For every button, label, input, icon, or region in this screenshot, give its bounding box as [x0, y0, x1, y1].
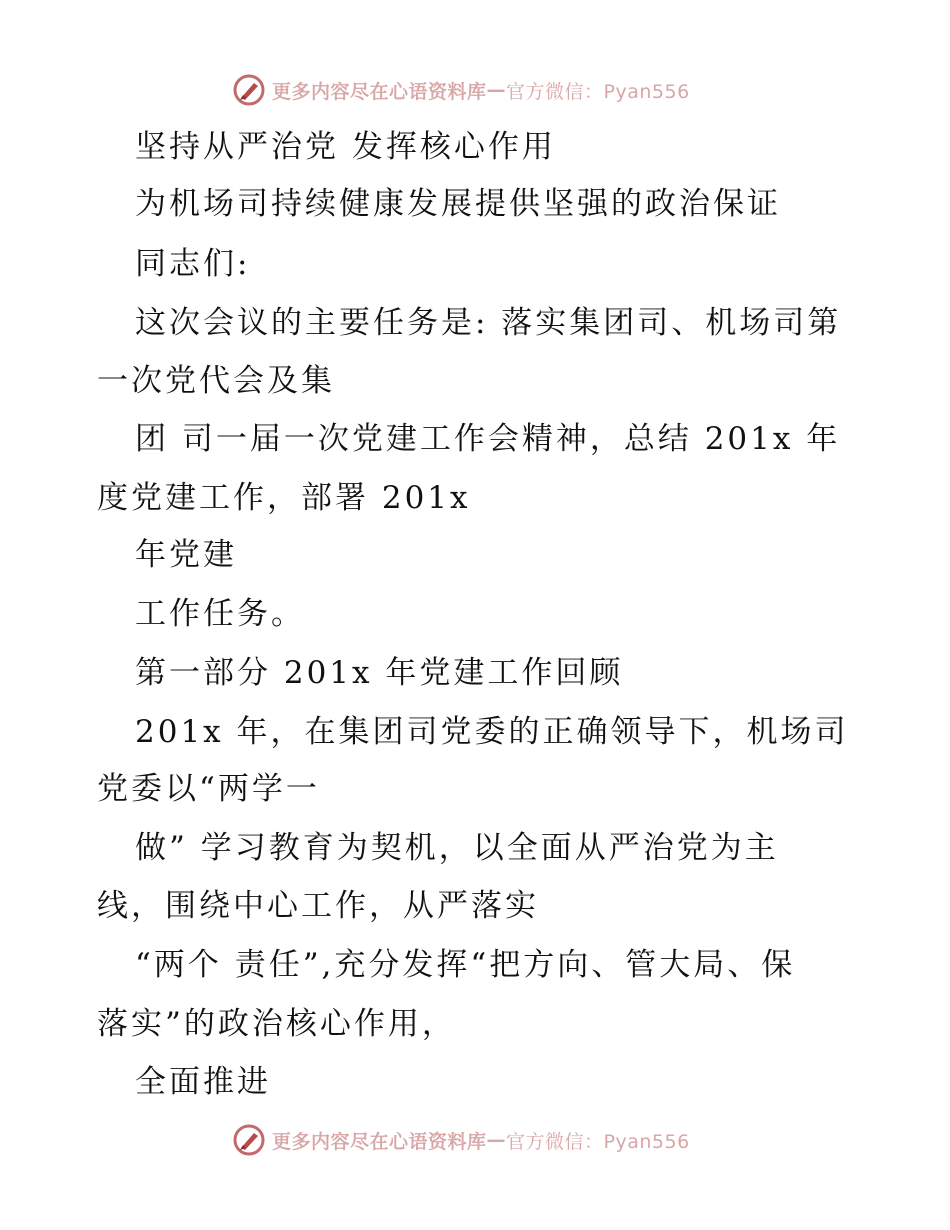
watermark-header [232, 70, 690, 110]
doc-title-line-2: 为机场司持续健康发展提供坚强的政治保证 [135, 186, 781, 222]
doc-line: 落实”的政治核心作用， [97, 1006, 456, 1042]
doc-section-heading: 第一部分 201x 年党建工作回顾 [135, 655, 624, 691]
doc-title-line-1: 坚持从严治党 发挥核心作用 [135, 129, 556, 165]
doc-line: 党委以“两学一 [97, 771, 320, 807]
doc-line: “两个 责任”,充分发挥“把方向、管大局、保 [135, 947, 796, 983]
pen-logo-icon [232, 1123, 266, 1157]
doc-line: 度党建工作，部署 201x [97, 480, 471, 516]
pen-logo-icon [232, 73, 266, 107]
watermark-contact: 官方微信：Pyan556 [506, 1130, 690, 1153]
doc-line: 做” 学习教育为契机，以全面从严治党为主 [135, 830, 779, 866]
doc-line: 201x 年，在集团司党委的正确领导下，机场司 [135, 714, 849, 750]
doc-salutation: 同志们: [135, 246, 251, 282]
watermark-footer [232, 1120, 690, 1160]
doc-line: 团 司一届一次党建工作会精神，总结 201x 年 [135, 421, 841, 457]
doc-line: 这次会议的主要任务是: 落实集团司、机场司第 [135, 305, 842, 341]
doc-line: 一次党代会及集 [97, 363, 335, 399]
doc-line: 线，围绕中心工作，从严落实 [97, 888, 539, 924]
watermark-dash: — [486, 79, 507, 101]
doc-line: 工作任务。 [135, 596, 305, 632]
doc-line: 全面推进 [135, 1064, 271, 1100]
watermark-dash: — [486, 1129, 507, 1151]
watermark-title: 更多内容尽在心语资料库 [272, 1130, 487, 1153]
doc-line: 年党建 [135, 537, 237, 573]
watermark-title: 更多内容尽在心语资料库 [272, 80, 487, 103]
watermark-contact: 官方微信：Pyan556 [506, 80, 690, 103]
